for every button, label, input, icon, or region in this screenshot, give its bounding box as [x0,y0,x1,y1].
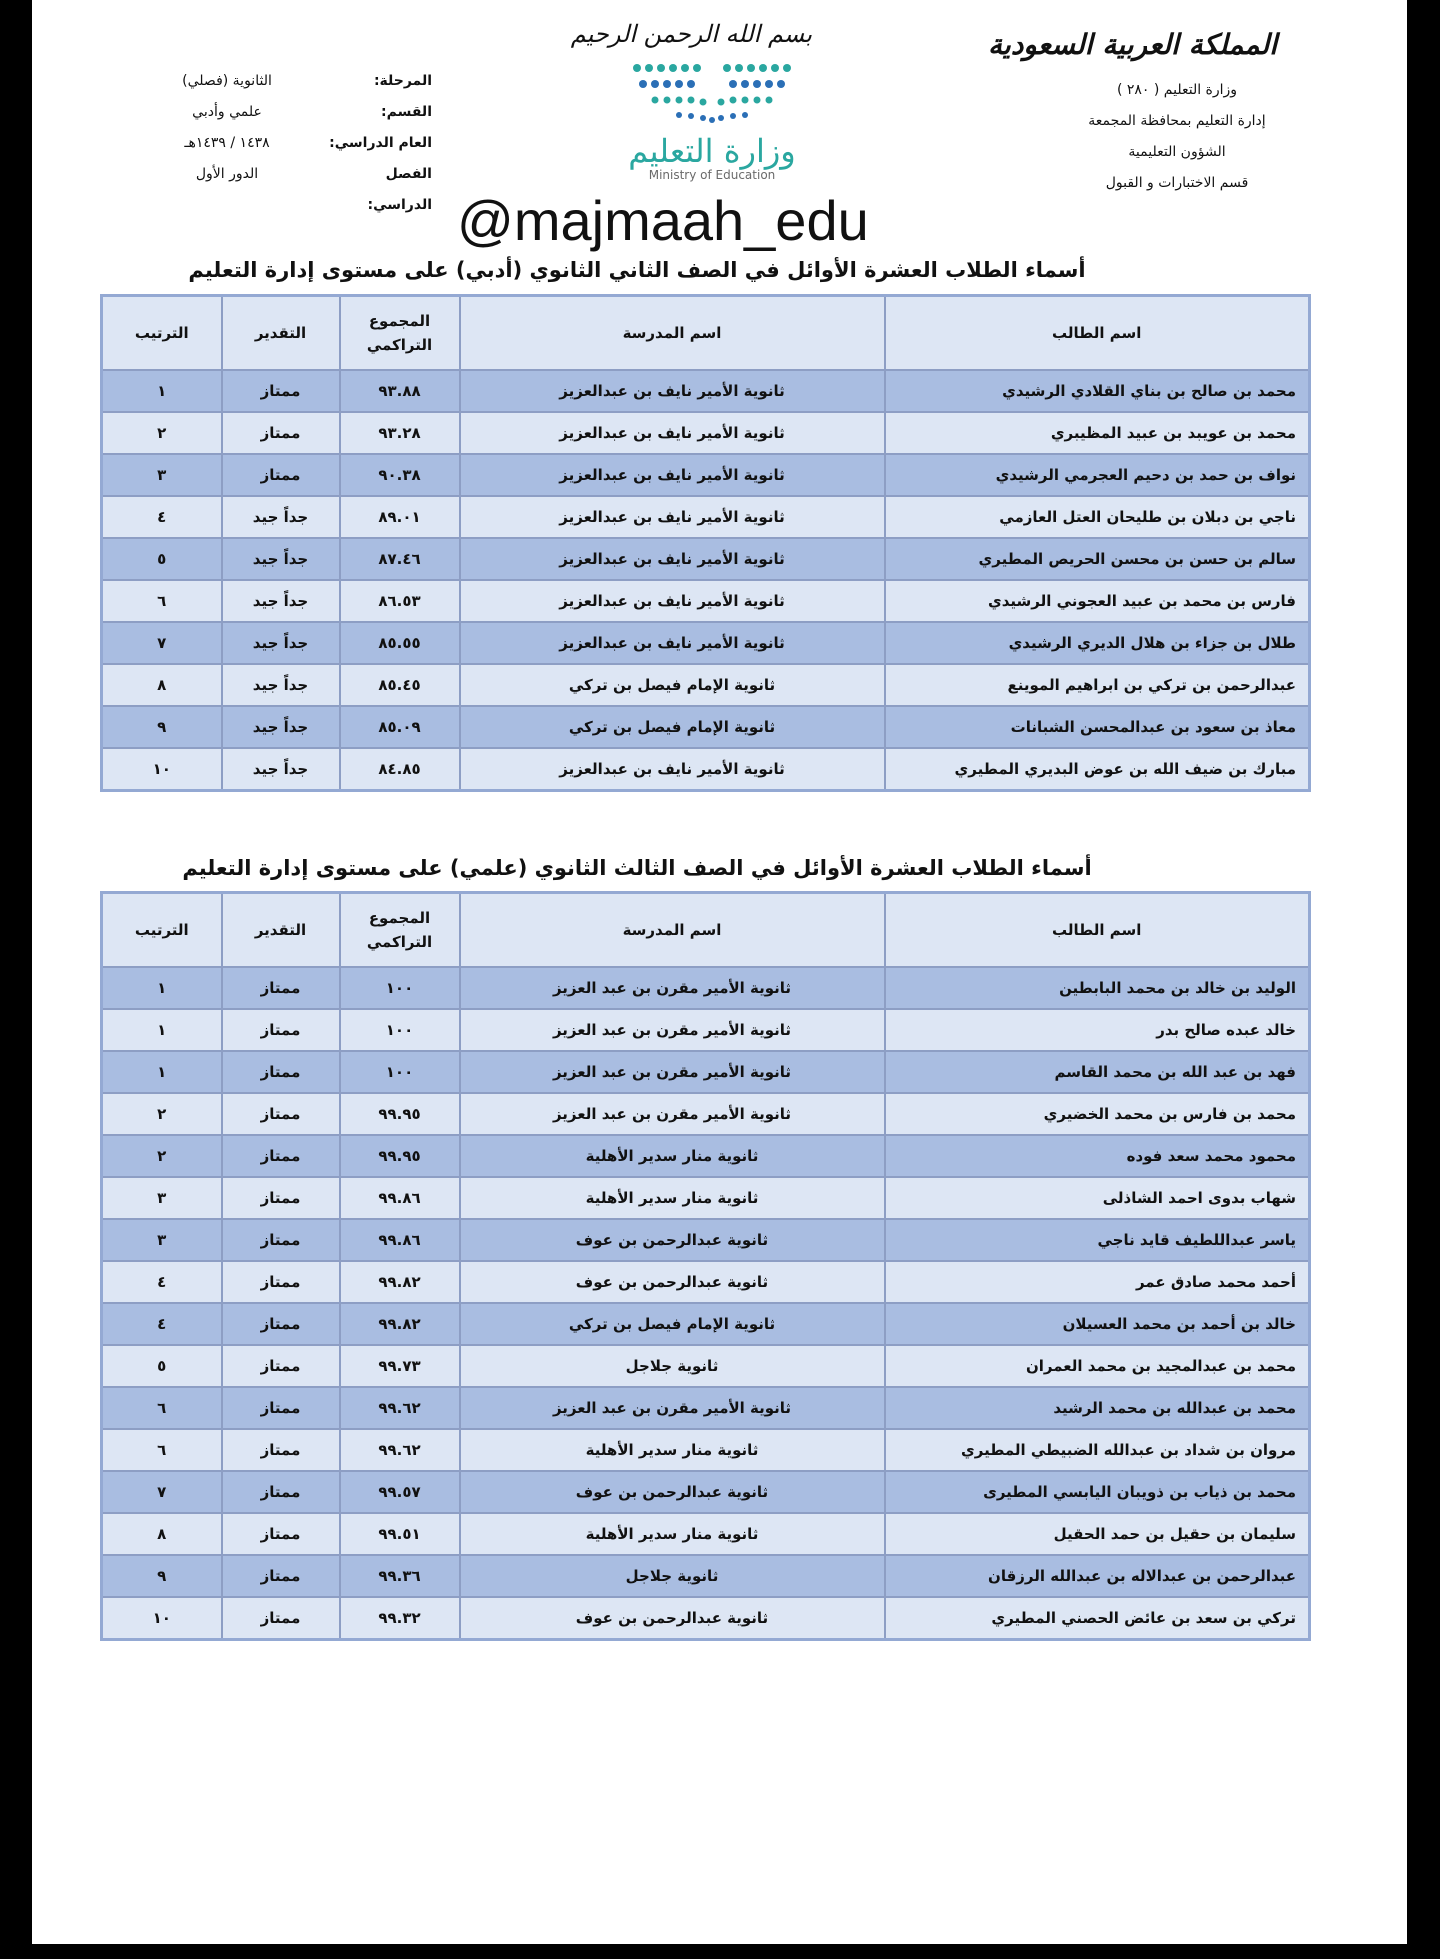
cell-cumulative-total: ٩٣.٨٨ [340,370,460,412]
col-header-total-line1: المجموع [368,909,431,927]
cell-student-name: سالم بن حسن بن محسن الحريص المطيري [885,538,1310,580]
cell-cumulative-total: ٩٩.٨٢ [340,1303,460,1345]
cell-student-name: أحمد محمد صادق عمر [885,1261,1310,1303]
cell-student-name: محمد بن عبدالله بن محمد الرشيد [885,1387,1310,1429]
cell-grade: ممتاز [222,1135,340,1177]
cell-school-name: ثانوية الأمير مقرن بن عبد العزيز [460,1051,885,1093]
cell-student-name: عبدالرحمن بن عبدالاله بن عبدالله الرزقان [885,1555,1310,1597]
cell-rank: ٤ [102,496,222,538]
cell-student-name: ناجي بن دبلان بن طليحان العتل العازمي [885,496,1310,538]
table-row [102,1387,1310,1429]
table-row [102,1009,1310,1051]
table-row [102,1597,1310,1640]
header-center [570,20,812,182]
cell-cumulative-total: ٩٩.٥١ [340,1513,460,1555]
table-row [102,1513,1310,1555]
cell-student-name: ياسر عبداللطيف قايد ناجي [885,1219,1310,1261]
cell-cumulative-total: ١٠٠ [340,967,460,1009]
cell-grade: ممتاز [222,1513,340,1555]
cell-grade: ممتاز [222,370,340,412]
cell-grade: ممتاز [222,412,340,454]
table-row [102,1345,1310,1387]
cell-school-name: ثانوية الأمير نايف بن عبدالعزيز [460,454,885,496]
term-row [132,159,432,221]
cell-rank: ٣ [102,1219,222,1261]
cell-rank: ٨ [102,664,222,706]
cell-rank: ٩ [102,706,222,748]
cell-student-name: محمد بن صالح بن بناي القلادي الرشيدي [885,370,1310,412]
cell-grade: ممتاز [222,1303,340,1345]
cell-cumulative-total: ٩٩.٨٦ [340,1219,460,1261]
cell-grade: جداً جيد [222,622,340,664]
col-header-total [340,893,460,968]
cell-cumulative-total: ٩٩.٦٢ [340,1429,460,1471]
cell-grade: ممتاز [222,967,340,1009]
cell-school-name: ثانوية الأمير مقرن بن عبد العزيز [460,1387,885,1429]
table-row [102,1471,1310,1513]
cell-school-name: ثانوية منار سدير الأهلية [460,1513,885,1555]
cell-school-name: ثانوية جلاجل [460,1555,885,1597]
cell-grade: جداً جيد [222,496,340,538]
cell-school-name: ثانوية الأمير مقرن بن عبد العزيز [460,967,885,1009]
cell-school-name: ثانوية عبدالرحمن بن عوف [460,1261,885,1303]
cell-rank: ٧ [102,1471,222,1513]
cell-rank: ٢ [102,412,222,454]
cell-student-name: فارس بن محمد بن عبيد العجوني الرشيدي [885,580,1310,622]
col-header-school: اسم المدرسة [460,296,885,371]
cell-student-name: خالد بن أحمد بن محمد العسيلان [885,1303,1310,1345]
table-row [102,538,1310,580]
cell-cumulative-total: ٩٩.٩٥ [340,1135,460,1177]
cell-cumulative-total: ١٠٠ [340,1009,460,1051]
cell-school-name: ثانوية الإمام فيصل بن تركي [460,664,885,706]
cell-cumulative-total: ٩٩.٣٦ [340,1555,460,1597]
cell-cumulative-total: ٩٩.٧٣ [340,1345,460,1387]
cell-rank: ٥ [102,1345,222,1387]
cell-school-name: ثانوية عبدالرحمن بن عوف [460,1219,885,1261]
cell-student-name: محمد بن ذياب بن ذويبان اليابسي المطيرى [885,1471,1310,1513]
col-header-grade: التقدير [222,296,340,371]
cell-grade: ممتاز [222,1219,340,1261]
table-row [102,1303,1310,1345]
cell-cumulative-total: ١٠٠ [340,1051,460,1093]
col-header-school: اسم المدرسة [460,893,885,968]
col-header-name: اسم الطالب [885,893,1310,968]
cell-grade: ممتاز [222,1429,340,1471]
cell-school-name: ثانوية الأمير نايف بن عبدالعزيز [460,370,885,412]
cell-school-name: ثانوية منار سدير الأهلية [460,1135,885,1177]
cell-cumulative-total: ٨٧.٤٦ [340,538,460,580]
cell-rank: ٨ [102,1513,222,1555]
cell-cumulative-total: ٩٠.٣٨ [340,454,460,496]
cell-school-name: ثانوية الأمير نايف بن عبدالعزيز [460,412,885,454]
cell-student-name: فهد بن عبد الله بن محمد القاسم [885,1051,1310,1093]
ministry-number: وزارة التعليم ( ٢٨٠ ) [1116,82,1238,98]
cell-grade: ممتاز [222,1093,340,1135]
cell-school-name: ثانوية الأمير مقرن بن عبد العزيز [460,1009,885,1051]
cell-school-name: ثانوية الإمام فيصل بن تركي [460,706,885,748]
table-row [102,1135,1310,1177]
cell-student-name: عبدالرحمن بن تركي بن ابراهيم الموينع [885,664,1310,706]
cell-rank: ١ [102,1051,222,1093]
cell-rank: ٣ [102,454,222,496]
col-header-total-line2: التراكمي [366,933,433,951]
table1 [100,294,1311,792]
cell-cumulative-total: ٩٩.٨٢ [340,1261,460,1303]
cell-student-name: نواف بن حمد بن دحيم العجرمي الرشيدي [885,454,1310,496]
cell-grade: ممتاز [222,1261,340,1303]
stage-value: الثانوية (فصلي) [182,73,272,89]
cell-rank: ٢ [102,1135,222,1177]
cell-rank: ٣ [102,1177,222,1219]
cell-cumulative-total: ٩٩.٥٧ [340,1471,460,1513]
document-page [32,0,1407,1944]
table2-header-row [102,893,1310,968]
table-row [102,1555,1310,1597]
table2-title: أسماء الطلاب العشرة الأوائل في الصف الثالث الثانوي (علمي) على مستوى إدارة التعليم [182,856,1092,880]
cell-student-name: محمد بن عبدالمجيد بن محمد العمران [885,1345,1310,1387]
cell-student-name: تركي بن سعد بن عائض الحصني المطيري [885,1597,1310,1640]
cell-cumulative-total: ٨٥.٠٩ [340,706,460,748]
cell-cumulative-total: ٨٥.٥٥ [340,622,460,664]
cell-cumulative-total: ٩٣.٢٨ [340,412,460,454]
cell-student-name: خالد عبده صالح بدر [885,1009,1310,1051]
section-row [132,97,432,128]
col-header-total-line1: المجموع [368,312,431,330]
cell-grade: ممتاز [222,1387,340,1429]
cell-grade: ممتاز [222,1597,340,1640]
cell-rank: ٤ [102,1303,222,1345]
cell-rank: ٥ [102,538,222,580]
cell-student-name: مروان بن شداد بن عبدالله الضبيطي المطيري [885,1429,1310,1471]
table-row [102,580,1310,622]
table-row [102,748,1310,791]
cell-rank: ١ [102,370,222,412]
table-row [102,370,1310,412]
col-header-name: اسم الطالب [885,296,1310,371]
table2-body [102,967,1310,1640]
table-row [102,1177,1310,1219]
cell-student-name: محمود محمد سعد فوده [885,1135,1310,1177]
year-label: العام الدراسي: [329,135,432,151]
basmala: بسم الله الرحمن الرحيم [570,20,812,48]
cell-cumulative-total: ٩٩.٨٦ [340,1177,460,1219]
table-row [102,622,1310,664]
cell-student-name: طلال بن جزاء بن هلال الديري الرشيدي [885,622,1310,664]
table-row [102,1429,1310,1471]
col-header-rank: الترتيب [102,893,222,968]
table-row [102,706,1310,748]
cell-school-name: ثانوية جلاجل [460,1345,885,1387]
cell-cumulative-total: ٨٤.٨٥ [340,748,460,791]
cell-cumulative-total: ٩٩.٦٢ [340,1387,460,1429]
kingdom-logo-text: المملكة العربية السعودية [988,28,1277,61]
table-row [102,496,1310,538]
year-row [132,128,432,159]
exams-department: قسم الاختبارات و القبول [1105,175,1249,191]
header-left [132,66,432,221]
cell-school-name: ثانوية منار سدير الأهلية [460,1177,885,1219]
cell-school-name: ثانوية الأمير نايف بن عبدالعزيز [460,580,885,622]
cell-student-name: معاذ بن سعود بن عبدالمحسن الشبانات [885,706,1310,748]
table-row [102,1261,1310,1303]
cell-grade: ممتاز [222,1009,340,1051]
cell-cumulative-total: ٩٩.٩٥ [340,1093,460,1135]
cell-rank: ٦ [102,580,222,622]
cell-rank: ٦ [102,1387,222,1429]
cell-student-name: الوليد بن خالد بن محمد البابطين [885,967,1310,1009]
table1-body [102,370,1310,791]
table-row [102,664,1310,706]
cell-rank: ٢ [102,1093,222,1135]
section-label: القسم: [381,104,432,120]
directorate-name: إدارة التعليم بمحافظة المجمعة [1088,113,1266,129]
cell-rank: ٦ [102,1429,222,1471]
cell-grade: ممتاز [222,1555,340,1597]
section-value: علمي وأدبي [192,104,262,120]
cell-grade: ممتاز [222,454,340,496]
table-row [102,967,1310,1009]
table2 [100,891,1311,1641]
year-value: ١٤٣٨ / ١٤٣٩هـ [184,135,270,151]
cell-grade: ممتاز [222,1345,340,1387]
cell-cumulative-total: ٨٩.٠١ [340,496,460,538]
educational-affairs: الشؤون التعليمية [1128,144,1226,160]
cell-rank: ٤ [102,1261,222,1303]
cell-rank: ١ [102,967,222,1009]
cell-student-name: شهاب بدوى احمد الشاذلى [885,1177,1310,1219]
cell-grade: ممتاز [222,1471,340,1513]
cell-school-name: ثانوية الأمير نايف بن عبدالعزيز [460,748,885,791]
cell-rank: ٩ [102,1555,222,1597]
stage-row [132,66,432,97]
table-row [102,1093,1310,1135]
cell-cumulative-total: ٨٥.٤٥ [340,664,460,706]
col-header-total-line2: التراكمي [366,336,433,354]
ministry-logo-icon [627,60,797,130]
cell-student-name: محمد بن عويبد بن عبيد المظيبري [885,412,1310,454]
cell-school-name: ثانوية الأمير نايف بن عبدالعزيز [460,622,885,664]
cell-cumulative-total: ٨٦.٥٣ [340,580,460,622]
col-header-total [340,296,460,371]
cell-grade: جداً جيد [222,664,340,706]
cell-student-name: سليمان بن حقيل بن حمد الحقيل [885,1513,1310,1555]
cell-school-name: ثانوية عبدالرحمن بن عوف [460,1471,885,1513]
cell-school-name: ثانوية الأمير مقرن بن عبد العزيز [460,1093,885,1135]
cell-grade: ممتاز [222,1051,340,1093]
term-value: الدور الأول [195,166,259,182]
watermark-handle: @majmaah_edu [457,189,869,252]
term-label: الفصل الدراسي: [367,166,432,213]
cell-rank: ١ [102,1009,222,1051]
cell-grade: جداً جيد [222,538,340,580]
cell-student-name: محمد بن فارس بن محمد الخضيري [885,1093,1310,1135]
cell-grade: ممتاز [222,1177,340,1219]
table-row [102,1219,1310,1261]
col-header-rank: الترتيب [102,296,222,371]
table-row [102,1051,1310,1093]
cell-rank: ٧ [102,622,222,664]
table1-header-row [102,296,1310,371]
cell-school-name: ثانوية منار سدير الأهلية [460,1429,885,1471]
cell-school-name: ثانوية الأمير نايف بن عبدالعزيز [460,496,885,538]
stage-label: المرحلة: [373,73,432,89]
cell-student-name: مبارك بن ضيف الله بن عوض البديري المطيري [885,748,1310,791]
table-row [102,412,1310,454]
cell-rank: ١٠ [102,1597,222,1640]
cell-cumulative-total: ٩٩.٣٢ [340,1597,460,1640]
ministry-name-english: Ministry of Education [648,168,776,182]
cell-school-name: ثانوية عبدالرحمن بن عوف [460,1597,885,1640]
header-right [988,28,1277,199]
cell-rank: ١٠ [102,748,222,791]
cell-school-name: ثانوية الإمام فيصل بن تركي [460,1303,885,1345]
table-row [102,454,1310,496]
ministry-name-arabic: وزارة التعليم [628,132,796,170]
table1-title: أسماء الطلاب العشرة الأوائل في الصف الثاني الثانوي (أدبي) على مستوى إدارة التعليم [188,258,1086,282]
col-header-grade: التقدير [222,893,340,968]
cell-grade: جداً جيد [222,706,340,748]
cell-grade: جداً جيد [222,748,340,791]
cell-school-name: ثانوية الأمير نايف بن عبدالعزيز [460,538,885,580]
cell-grade: جداً جيد [222,580,340,622]
